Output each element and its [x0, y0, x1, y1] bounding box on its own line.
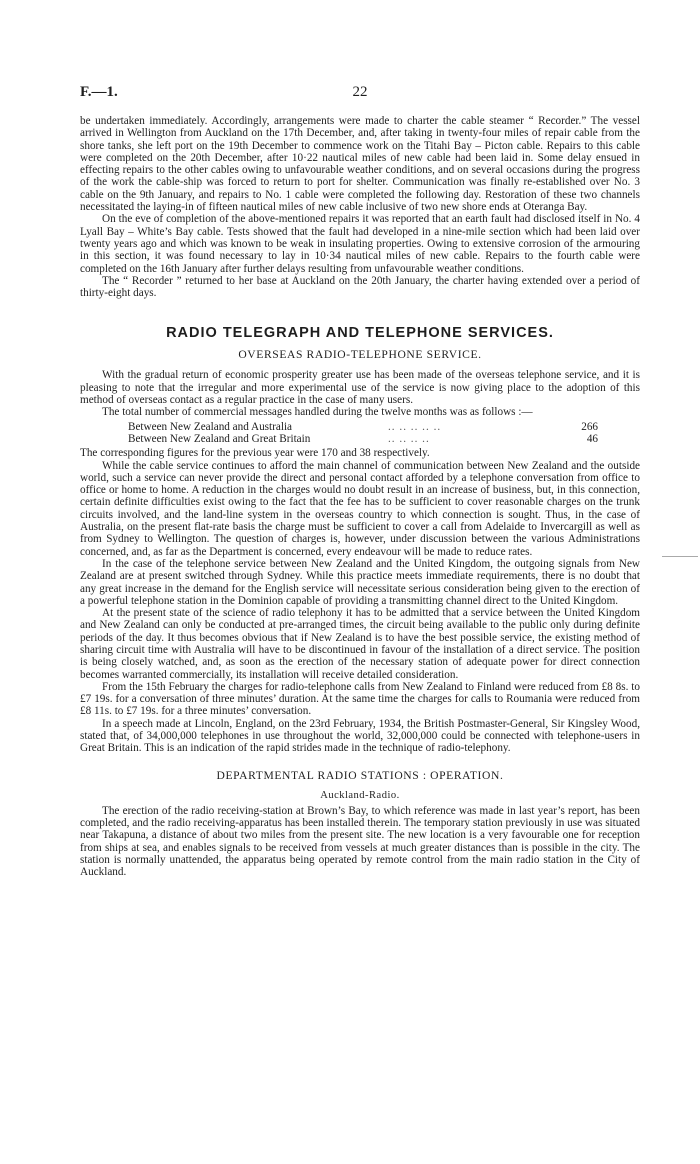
- leader-dots: .. .. .. .. ..: [388, 420, 442, 433]
- paragraph: In a speech made at Lincoln, England, on the 23rd February, 1934, the British Postmaster-General, Sir Kingsley Wood, stated that, of 34,000,000 telephones in use throughout the world, 32,000,000 could be connected with telephone-users in Great Britain. This is an indication of the rapid strides made in the technique of radio-telephony.: [80, 717, 640, 755]
- paragraph: While the cable service continues to afford the main channel of communication between New Zealand and the outside world, such a service can never provide the direct and personal contact afforded by a telephone conversation from office to office or home to home. A reduction in the charges would no doubt result in an increase of business, but, in this connection, certain definite difficulties exist owing to the fact that the fee has to be sufficient to cover reasonable charges on the trunk circuits involved, and the land-line system in the overseas country to which connection is sought. Thus, in the case of Australia, on the present flat-rate basis the charge must be sufficient to cover a call from Adelaide to Invercargill as well as from Sydney to Wellington. The question of charges is, however, under discussion between the various Administrations concerned, and, as far as the Department is concerned, every endeavour will be made to reduce rates.: [80, 459, 640, 558]
- parliamentary-paper-code: F.—1.: [80, 84, 118, 100]
- paragraph: With the gradual return of economic prosperity greater use has been made of the overseas telephone service, and it is pleasing to note that the irregular and more experimental use of the service is now giving place to the adoption of this method of overseas contact as a regular practice in the case of many users.: [80, 369, 640, 407]
- row-label: Between New Zealand and Australia: [128, 420, 293, 433]
- margin-mark: [662, 556, 698, 557]
- document-body: [80, 115, 640, 878]
- section-heading: DEPARTMENTAL RADIO STATIONS : OPERATION.: [216, 768, 504, 782]
- cable-repairs-section: [80, 115, 640, 299]
- row-value: 46: [586, 432, 598, 445]
- section-heading: OVERSEAS RADIO-TELEPHONE SERVICE.: [238, 348, 482, 362]
- subsection-heading: Auckland-Radio.: [320, 789, 400, 801]
- paragraph: The corresponding figures for the previous year were 170 and 38 respectively.: [80, 447, 430, 460]
- paragraph: The erection of the radio receiving-station at Brown’s Bay, to which reference was made in last year’s report, has been completed, and the radio receiving-apparatus has been installed therein. The temporary station previously in use was situated near Takapuna, a distance of about two miles from the present site. The new location is a very favourable one for reception from ships at sea, and enables signals to be received from vessels at much greater distances than is possible in the city. The station is normally unattended, the apparatus being operated by remote control from the main radio station in the City of Auckland.: [80, 804, 640, 879]
- section-title: RADIO TELEGRAPH AND TELEPHONE SERVICES.: [166, 325, 554, 342]
- paragraph: The “ Recorder ” returned to her base at Auckland on the 20th January, the charter having extended over a period of thirty-eight days.: [80, 274, 640, 300]
- auckland-radio-section: [80, 805, 640, 879]
- row-label: Between New Zealand and Great Britain: [128, 432, 311, 445]
- row-value: 266: [581, 420, 598, 433]
- messages-table: [128, 421, 598, 446]
- page-number: 22: [352, 84, 368, 100]
- page-header: [80, 84, 640, 104]
- paragraph: On the eve of completion of the above-mentioned repairs it was reported that an earth fault had disclosed itself in No. 4 Lyall Bay – White’s Bay cable. Tests showed that the fault had developed in a nine-mile section which had been laid over twenty years ago and which was known to be weak in insulating properties. Owing to extensive corrosion of the armouring in this section, it was found necessary to lay in 10·34 nautical miles of new cable. Repairs to the fourth cable were completed on the 16th January after further delays resulting from unfavourable weather conditions.: [80, 213, 640, 275]
- table-row: [128, 421, 598, 433]
- paragraph: At the present state of the science of radio telephony it has to be admitted that a service between the United Kingdom and New Zealand can only be conducted at pre-arranged times, the circuit being available to the public only during definite periods of the day. It thus becomes obvious that if New Zealand is to have the best possible service, the existing method of sharing circuit time with Australia will have to be discontinued in favour of the installation of a direct service. The position is being closely watched, and, as soon as the erection of the necessary station of adequate power for direct connection becomes warranted commercially, its installation will receive detailed consideration.: [80, 607, 640, 681]
- paragraph: From the 15th February the charges for radio-telephone calls from New Zealand to Finland were reduced from £8 8s. to £7 19s. for a conversation of three minutes’ duration. At the same time the charges for calls to Roumania were reduced from £8 11s. to £7 19s. for a three minutes’ conversation.: [80, 680, 640, 718]
- paragraph: be undertaken immediately. Accordingly, arrangements were made to charter the cable steamer “ Recorder.” The vessel arrived in Wellington from Auckland on the 17th December, and, after taking in twenty-four miles of repair cable from the shore tanks, she left port on the 19th December to commence work on the Titahi Bay – Picton cable. Repairs to this cable were completed on the 20th December, after 10·22 nautical miles of new cable had been laid in. Some delay ensued in effecting repairs to the other cables owing to unfavourable weather conditions, and on several occasions during the progress of the work the cable-ship was forced to return to port for shelter. Communication was finally re-established over No. 3 cable on the 9th January, and repairs to No. 1 cable were completed the following day. Restoration of these two channels necessitated the laying-in of fifteen nautical miles of new cable inclusive of two new shore ends at Oteranga Bay.: [80, 115, 640, 214]
- paragraph: The total number of commercial messages handled during the twelve months was as follows :—: [102, 406, 533, 419]
- table-row: [128, 433, 598, 445]
- overseas-radio-telephone-section: [80, 369, 640, 754]
- leader-dots: .. .. .. ..: [388, 432, 430, 445]
- paragraph: In the case of the telephone service between New Zealand and the United Kingdom, the outgoing signals from New Zealand are at present switched through Sydney. While this practice meets immediate requirements, there is no doubt that any great increase in the demand for the English service will necessitate serious consideration being given to the erection of a powerful telephone station in the Dominion capable of providing a transmitting channel direct to the United Kingdom.: [80, 557, 640, 607]
